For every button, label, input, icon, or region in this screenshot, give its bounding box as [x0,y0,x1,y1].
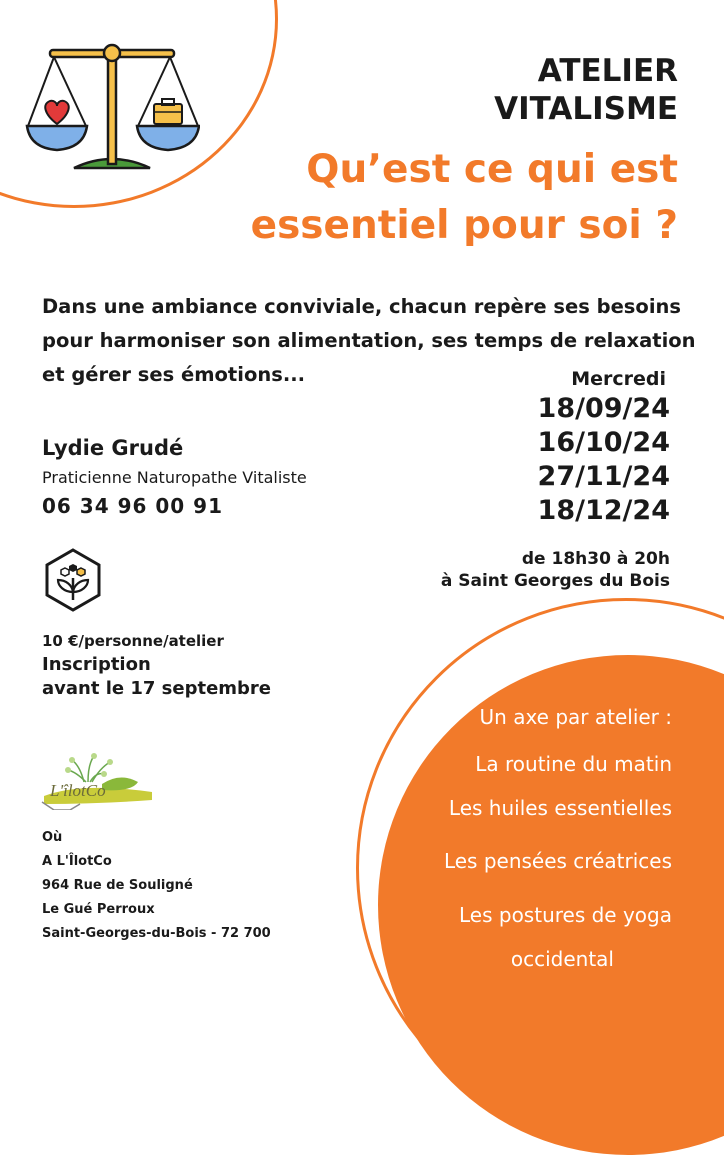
address-label: Où [42,830,63,845]
theme-item: La routine du matin [475,752,672,776]
registration-text [42,653,271,701]
title-line-1: Qu’est ce qui est [306,147,678,192]
hexagon-plant-logo-icon [44,548,102,612]
contact-phone: 06 34 96 00 91 [42,494,224,518]
theme-item: Les postures de yoga [459,903,672,927]
ilotco-logo-text: L'îlotCo [50,781,106,800]
theme-item: Les huiles essentielles [448,796,672,820]
contact-name: Lydie Grudé [42,436,184,460]
schedule-day: Mercredi [571,368,666,390]
kicker-line-1: ATELIER [537,53,678,89]
ilotco-logo [40,752,156,810]
date-list [538,392,670,528]
kicker-line-2: VITALISME [494,91,678,127]
date-item: 16/10/24 [537,427,670,458]
title-line-2: essentiel pour soi ? [250,203,678,248]
date-item: 18/09/24 [537,393,670,424]
theme-item: occidental [510,947,614,971]
address-line: 964 Rue de Souligné [42,878,193,893]
address-line: A L'ÎlotCo [42,854,112,869]
date-item: 18/12/24 [537,495,670,526]
workshop-kicker [494,52,678,128]
address-line: Saint-Georges-du-Bois - 72 700 [42,926,271,941]
balance-scale-icon [24,38,200,178]
date-item: 27/11/24 [537,461,670,492]
themes-heading: Un axe par atelier : [479,705,672,729]
intro-paragraph: Dans une ambiance conviviale, chacun repère ses besoins pour harmoniser son alimentation, ses temps de relaxation et gérer ses émotions... [42,295,696,386]
briefcase-icon [154,99,182,124]
schedule-time-place [441,548,670,592]
schedule-time: de 18h30 à 20h [521,549,670,569]
theme-item: Les pensées créatrices [443,849,672,873]
registration-line-1: Inscription [42,654,151,675]
address-block [42,826,271,946]
price-text: 10 €/personne/atelier [42,632,224,650]
schedule-place: à Saint Georges du Bois [440,571,670,591]
page-title [251,142,678,254]
contact-role: Praticienne Naturopathe Vitaliste [42,468,307,487]
registration-line-2: avant le 17 septembre [42,678,272,699]
heart-icon [45,101,68,124]
address-line: Le Gué Perroux [42,902,155,917]
